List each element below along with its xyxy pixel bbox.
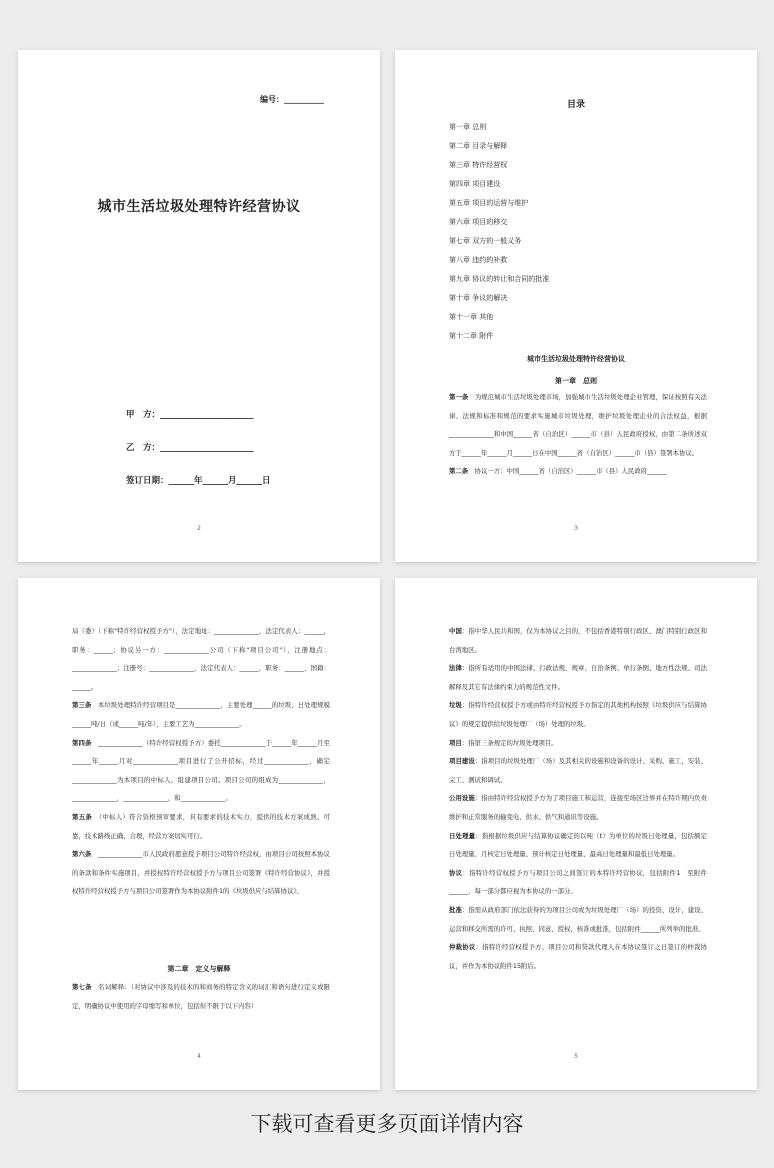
article-body: 为规范城市生活垃圾处理市场，加强城市生活垃圾处理企业管理，保证按照有关法律、法规和标准和规范的要求实施城市垃圾处理，维护垃圾处理企业的合法权益，根据______________和中国______省（自治区）______市（县）人民政府授权，由第二条所述双方于______年______月______日在中国______省（自治区）______市（县）签署本协议。 bbox=[449, 393, 708, 457]
body-title: 城市生活垃圾处理特许经营协议 bbox=[527, 355, 625, 363]
definition bbox=[449, 827, 707, 864]
definition bbox=[449, 622, 707, 659]
article-label: 第五条 bbox=[72, 812, 93, 821]
serial-number: 编号：__________ bbox=[260, 95, 324, 104]
toc-item: 第一章 总则 bbox=[449, 123, 487, 131]
download-caption: 下载可查看更多页面详情内容 bbox=[250, 1112, 524, 1136]
definition-body: ：指第三条规定的垃圾处理项目。 bbox=[461, 738, 558, 747]
article-label: 第三条 bbox=[72, 701, 92, 710]
toc-item: 第二章 目录与解释 bbox=[449, 142, 508, 150]
toc-item: 第七章 双方的一般义务 bbox=[449, 237, 522, 245]
chapter-heading: 第一章 总则 bbox=[555, 377, 597, 385]
toc-item: 第八章 违约的补救 bbox=[449, 256, 508, 264]
cover-page bbox=[18, 50, 380, 562]
toc-item: 第五章 项目的运营与维护 bbox=[449, 199, 529, 207]
toc-item: 第三章 特许经营权 bbox=[449, 161, 508, 169]
definition-term: 批准 bbox=[449, 905, 462, 914]
article-5 bbox=[72, 808, 330, 845]
definition-term: 垃圾 bbox=[449, 701, 462, 710]
definition-body: ：指根据垃圾供应与结算协议确定的以吨（t）为单位的垃圾日处理量，包括额定日处理量、月核定日处理量、预计核定日处理量、最高日处理量和最低日处理量。 bbox=[449, 831, 708, 859]
definition bbox=[449, 734, 707, 753]
definition-term: 仲裁协议 bbox=[449, 943, 476, 952]
definition bbox=[449, 752, 707, 789]
definition-body: ：指项目的垃圾处理厂（场）及其相关的设施和设备的设计、采购、施工、安装、完工、测试和调试。 bbox=[449, 757, 708, 784]
article-body: ______________市人民政府愿意授予项目公司特许经营权，由项目公司按照本协议的条款和条件实施项目，并授权特许经营权授予方与项目公司签署《特许经营协议》，并授权特许经营权授予方与项目公司签署作为本协议附件1的《垃圾供应与结算协议》。 bbox=[72, 850, 331, 896]
article-text bbox=[449, 388, 707, 481]
page-number: 2 bbox=[197, 525, 201, 532]
article-4 bbox=[72, 734, 330, 808]
content-page-4 bbox=[18, 578, 380, 1090]
article-2 bbox=[449, 462, 707, 481]
article-label: 第六条 bbox=[72, 850, 92, 859]
toc-item: 第十二章 附件 bbox=[449, 332, 494, 340]
definition-term: 项目 bbox=[449, 738, 462, 747]
toc-item: 第六章 项目的移交 bbox=[449, 218, 508, 226]
definition-body: ：指特许经营权授予方与项目公司之间签订的本特许经营协议，包括附件1 至附件______，每一部分都应视为本协议的一部分。 bbox=[449, 868, 707, 896]
definition bbox=[449, 901, 707, 938]
definition-term: 协议 bbox=[449, 868, 463, 877]
article-label: 第四条 bbox=[72, 738, 92, 747]
article-body: 名词解释：（对协议中涉及的技术的和商务的特定含义的词汇和语句进行定义或限定，明确协议中使用的字母缩写和单位，包括但不限于以下内容） bbox=[72, 983, 331, 1010]
toc-item: 第十一章 其他 bbox=[449, 313, 494, 321]
definition bbox=[449, 789, 707, 826]
definition-term: 法律 bbox=[449, 664, 462, 673]
definitions-text bbox=[449, 622, 707, 975]
article-body: 协议一方：中国______省（自治区）______市（县）人民政府______ bbox=[474, 467, 667, 476]
page-number: 5 bbox=[574, 1053, 578, 1060]
content-page-5 bbox=[395, 578, 757, 1090]
party-a-line: 甲 方：______________________ bbox=[126, 410, 254, 420]
toc-list bbox=[449, 118, 549, 346]
toc-item: 第九章 协议的转让和合同的批准 bbox=[449, 275, 550, 283]
article-3 bbox=[72, 696, 330, 733]
paragraph: 局（委）（下称"特许经营权授予方"），法定地址：______________，法定代表人：______，职务：______；协议另一方：______________公司（下称"项目公司"），注册地点：______________；注册号：______________，法定代表人：______，职务：______，国籍：______。 bbox=[72, 627, 330, 691]
page-number: 4 bbox=[197, 1053, 201, 1060]
definition-body: ：指由特许经营权授予方为了项目施工和运营，连接至场区边界并在特许期内负责维护和正常服务的输变电、供水、供气和通讯等设施。 bbox=[449, 794, 708, 821]
article-label: 第七条 bbox=[72, 983, 92, 991]
page-number: 3 bbox=[574, 525, 578, 532]
article-label: 第二条 bbox=[449, 467, 469, 476]
article-text bbox=[72, 978, 330, 1015]
definition bbox=[449, 864, 707, 901]
definition-term: 公用设施 bbox=[449, 794, 475, 803]
definition-body: ：指特许经营权授予方或由特许经营权授予方指定的其他机构按照《垃圾供应与结算协议》的规定提供给垃圾处理厂（场）处理的垃圾。 bbox=[449, 701, 708, 728]
definition-term: 项目建设 bbox=[449, 757, 475, 766]
toc-item: 第十章 争议的解决 bbox=[449, 294, 508, 302]
toc-item: 第四章 项目建设 bbox=[449, 180, 501, 188]
toc-page bbox=[395, 50, 757, 562]
article-body: ______________（特许经营权授予方）委托______________于______年______月至______年______月对______________项目进行了公开招标，经过______________，确定______________为本项目的中标人，组建项目公司。项目公司的组成为______________，______________，______________，和______________。 bbox=[72, 738, 331, 803]
article-text bbox=[72, 622, 330, 901]
definition-body: ：指中华人民共和国，仅为本协议之目的，不包括香港特别行政区、澳门特别行政区和台湾地区。 bbox=[449, 627, 708, 654]
article-7 bbox=[72, 978, 330, 1015]
definition bbox=[449, 938, 707, 975]
sign-date-line: 签订日期：______年______月______日 bbox=[126, 476, 271, 486]
chapter-heading: 第二章 定义与解释 bbox=[167, 965, 231, 973]
definition-body: ：指特许经营权授予方、项目公司和贷款代理人在本协议签订之日签订的仲裁协议，并作为本协议附件15附后。 bbox=[449, 943, 708, 970]
definition-body: ：指所有适用的中国法律、行政法规、规章、自治条例、单行条例、地方性法规、司法解释及其它有法律约束力的规范性文件。 bbox=[449, 664, 708, 691]
party-b-line: 乙 方：______________________ bbox=[126, 443, 254, 453]
cover-title: 城市生活垃圾处理特许经营协议 bbox=[97, 199, 301, 215]
definition-term: 中国 bbox=[449, 627, 462, 635]
article-body: （中标人）符合资格预审要求，具有要求的技术实力，提供的技术方案成熟、可靠，技术路线正确、合理，经营方案切实可行。 bbox=[72, 812, 331, 840]
definition bbox=[449, 696, 707, 733]
article-1 bbox=[449, 388, 707, 462]
article-label: 第一条 bbox=[449, 393, 469, 401]
definition-body: ：指需从政府部门依法获得的为项目公司或为垃圾处理厂（场）的投资、设计、建设、运营和移交所需的许可、执照、同意、授权、核准或批准，包括附件______所列举的批准。 bbox=[449, 905, 708, 933]
definition-term: 日处理量 bbox=[449, 831, 476, 840]
article-6 bbox=[72, 845, 330, 901]
toc-title: 目录 bbox=[566, 100, 585, 110]
article-body: 本垃圾处理特许经营项目是______________，主要处理______的垃圾，日处理规模______吨/日（或______吨/年），主要工艺为______________。 bbox=[72, 701, 331, 728]
definition bbox=[449, 659, 707, 696]
